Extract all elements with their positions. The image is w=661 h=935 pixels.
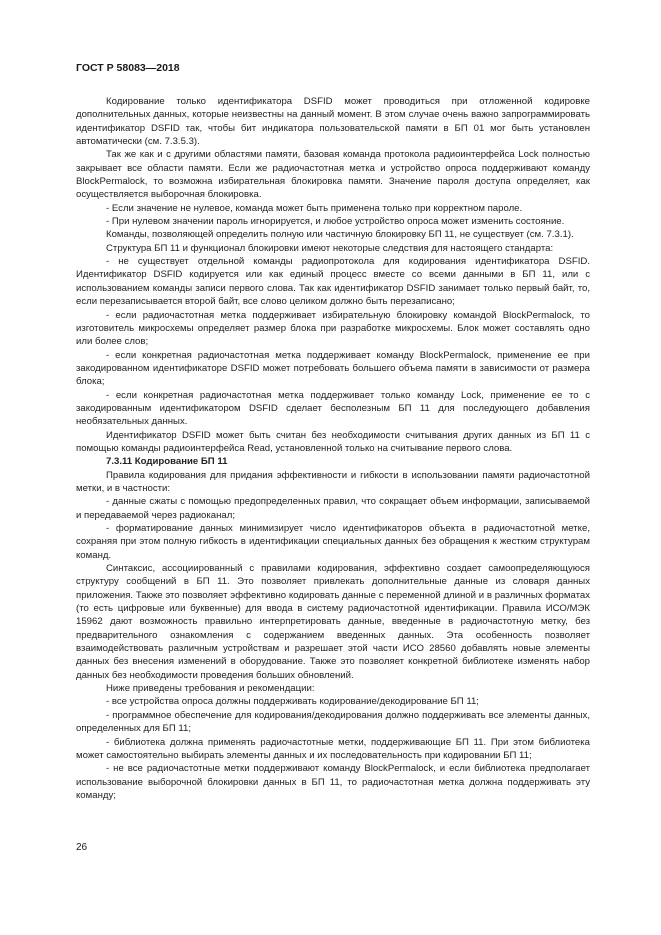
standard-designation: ГОСТ Р 58083—2018 (76, 62, 180, 74)
list-item: - При нулевом значении пароль игнорируется, и любое устройство опроса может изменить состояние. (106, 216, 565, 228)
section-heading: 7.3.11 Кодирование БП 11 (106, 456, 228, 468)
list-item: - данные сжаты с помощью предопределенных правил, что сокращает объем информации, записываемой и передаваемой через радиоканал; (76, 496, 590, 521)
list-item: - библиотека должна применять радиочастотные метки, поддерживающие БП 11. При этом библиотека может самостоятельно выбирать элементы данных и их последовательность при кодировании БП 11; (76, 736, 590, 761)
list-item: - если конкретная радиочастотная метка поддерживает команду BlockPermalock, применение ее при закодированном идентификаторе DSFID может потребовать большего объема памяти в зависимости от размера блока; (76, 349, 590, 388)
list-item: - если радиочастотная метка поддерживает избирательную блокировку командой BlockPermalock, то изготовитель микросхемы определяет размер блока при разработке микросхемы. Блок может составлять одно или более слов; (76, 309, 590, 348)
paragraph: Идентификатор DSFID может быть считан без необходимости считывания других данных из БП 11 с помощью команды радиоинтерфейса Read, установленной только на считывание первого слова. (76, 429, 590, 454)
list-item: - не существует отдельной команды радиопротокола для кодирования идентификатора DSFID. Идентификатор DSFID кодируется или как единый процесс вместе со всеми данными в БП 11, или с использованием команды записи первого слова. Так как идентификатор DSFID занимает только первый байт, то, если перезаписывается второй байт, все слово целиком должно быть перезаписано; (76, 256, 590, 308)
page-number: 26 (76, 842, 88, 853)
list-item: - программное обеспечение для кодирования/декодирования должно поддерживать все элементы данных, определенных для БП 11; (76, 709, 590, 735)
list-item: - все устройства опроса должны поддерживать кодирование/декодирование БП 11; (106, 696, 479, 708)
paragraph: Кодирование только идентификатора DSFID может проводиться при отложенной кодировке дополнительных данных, которые неизвестны на данный момент. В этом случае очень важно запрограммировать идентификатор DSFID так, чтобы бит индикатора пользовательской памяти в БП 01 мог быть установлен автоматически (см. 7.3.5.3). (76, 96, 590, 148)
paragraph: Команды, позволяющей определить полную или частичную блокировку БП 11, не существует (см. 7.3.1). (106, 229, 574, 241)
document-body (76, 95, 590, 802)
list-item: - форматирование данных минимизирует число идентификаторов объекта в радиочастотной метке, сохраняя при этом полную гибкость в идентификации специальных данных без обращения к жестким структурам команд. (76, 523, 590, 561)
paragraph: Ниже приведены требования и рекомендации: (106, 683, 315, 695)
list-item: - если конкретная радиочастотная метка поддерживает только команду Lock, применение ее то с закодированным идентификатором DSFID сделает бесполезным БП 11 для последующего добавления необязательных данных. (76, 389, 590, 428)
paragraph: Так же как и с другими областями памяти, базовая команда протокола радиоинтерфейса Lock полностью закрывает все области памяти. Если же радиочастотная метка и устройство опроса поддерживают команду BlockPermalock, то возможна избирательная блокировка памяти. Значение пароля доступа определяет, как осуществляется выборочная блокировка. (76, 149, 590, 201)
list-item: - Если значение не нулевое, команда может быть применена только при корректном пароле. (106, 202, 523, 214)
list-item: - не все радиочастотные метки поддерживают команду BlockPermalock, и если библиотека предполагает использование выборочной блокировки данных в БП 11, то радиочастотная метка должна поддерживать эту команду; (76, 763, 590, 801)
paragraph: Синтаксис, ассоциированный с правилами кодирования, эффективно создает самоопределяющуюся структуру сообщений в БП 11. Это позволяет привлекать дополнительные данные из словаря данных приложения. Также это позволяет эффективно кодировать данные с переменной длиной и в различных форматах (то есть цифровые или буквенные) для ввода в систему радиочастотной идентификации. Правила ИСО/МЭК 15962 дают возможность правильно интерпретировать данные, введенные в радиочастотную метку, без предварительного ознакомления с содержанием введенных данных. Эта особенность позволяет взаимодействовать различным устройствам и разрешает этой части ИСО 28560 добавлять новые элементы данных без внесения изменений в оборудование. Также это позволяет конкретной библиотеке изменять набор данных без необходимости проведения больших обновлений. (76, 563, 590, 681)
paragraph: Структура БП 11 и функционал блокировки имеют некоторые следствия для настоящего стандарта: (106, 242, 554, 254)
paragraph: Правила кодирования для придания эффективности и гибкости в использовании памяти радиочастотной метки, и в частности: (76, 469, 590, 494)
